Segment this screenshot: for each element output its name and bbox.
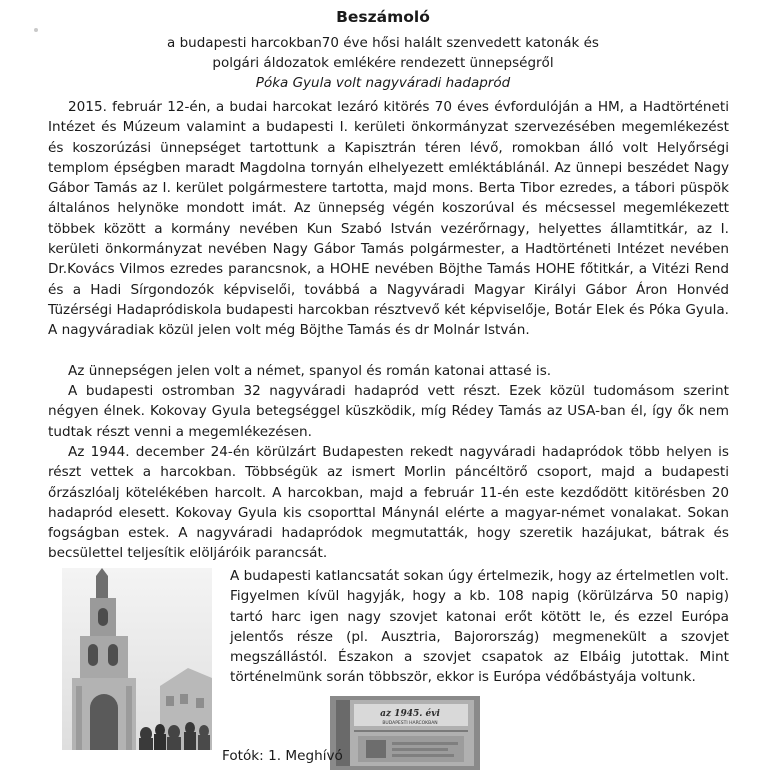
page-title: Beszámoló <box>336 8 430 26</box>
paragraph-4: Az 1944. december 24-én körülzárt Budapesten rekedt nagyváradi hadapródok több helyen is részt vettek a harcokban. Többségük az ismert Morlin páncéltörő csoport, majd a budapesti őrzászlóalj kötelékében harcolt. A harcokban, majd a február 11-én este kezdődött kitörésben 20 hadapród elesett. Kokovay Gyula kis csoporttal Mánynál elérte a magyar-német vonalakat. Sokan fogságban estek. A nagyváradi hadapródok megmutatták, hogy szeretik hazájukat, bátrak és becsülettel teljesítik elöljáróik parancsát. <box>48 444 729 562</box>
scan-speck <box>34 28 38 32</box>
subtitle-line-1: a budapesti harcokban70 éve hősi halált szenvedett katonák és <box>167 35 599 51</box>
invitation-photo <box>330 696 480 770</box>
paragraph-5: A budapesti katlancsatát sokan úgy értelmezik, hogy az értelmetlen volt. Figyelmen kívül hagyják, hogy a kb. 108 napig (körülzárva 50 napig) tartó harc igen nagy szovjet katonai erőt kötött le, és ezzel Európa jelentős része (pl. Ausztria, Bajorország) megmenekült a szovjet megszállástól. Északon a szovjet csapatok az Elbáig jutottak. Mint történelmünk során többször, ekkor is Európa védőbástyája voltunk. <box>230 568 729 686</box>
invite-text-1: az 1945. évi <box>380 709 440 719</box>
author-line: Póka Gyula volt nagyváradi hadapród <box>255 75 511 91</box>
paragraph-1: 2015. február 12-én, a budai harcokat lezáró kitörés 70 éves évfordulóján a HM, a Hadtörténeti Intézet és Múzeum valamint a budapesti I. kerületi önkormányzat szervezésében megemlékezést és koszorúzási ünnepséget tartottunk a Kapisztrán téren lévő, romokban álló volt Helyőrségi templom épségben maradt Magdolna tornyán elhelyezett emléktáblánál. Az ünnepi beszédet Nagy Gábor Tamás az I. kerület polgármestere tartotta, majd mons. Berta Tibor ezredes, a tábori püspök általános helynöke mondott imát. Az ünnepség végén koszorúval és mécsessel megemlékezett többek között a kormány nevében Kun Szabó István vezérőrnagy, helyettes államtitkár, az I. kerületi önkormányzat nevében Nagy Gábor Tamás polgármester, a Hadtörténeti Intézet nevében Dr.Kovács Vilmos ezredes parancsnok, a HOHE nevében Böjthe Tamás HOHE főtitkár, a Vitézi Rend és a Hadi Sírgondozók képviselői, továbbá a Nagyváradi Magyar Királyi Gábor Áron Honvéd Tüzérségi Hadapródiskola budapesti harcokban résztvevő két képviselője, Botár Elek és Póka Gyula. A nagyváradiak közül jelen volt még Böjthe Tamás és dr Molnár István. <box>48 99 729 339</box>
invite-text-2: BUDAPESTI HARCOKBAN <box>382 721 438 726</box>
photo-caption: Fotók: 1. Meghívó <box>222 748 343 764</box>
subtitle-line-2: polgári áldozatok emlékére rendezett ünnepségről <box>212 55 554 71</box>
paragraph-2: Az ünnepségen jelen volt a német, spanyol és román katonai attasé is. <box>68 363 552 379</box>
paragraph-3: A budapesti ostromban 32 nagyváradi hadapród vett részt. Ezek közül tudomásom szerint négyen élnek. Kokovay Gyula betegséggel küszködik, míg Rédey Tamás az USA-ban él, így ők nem tudtak részt venni a megemlékezésen. <box>48 383 729 440</box>
tower-photo <box>62 568 212 750</box>
